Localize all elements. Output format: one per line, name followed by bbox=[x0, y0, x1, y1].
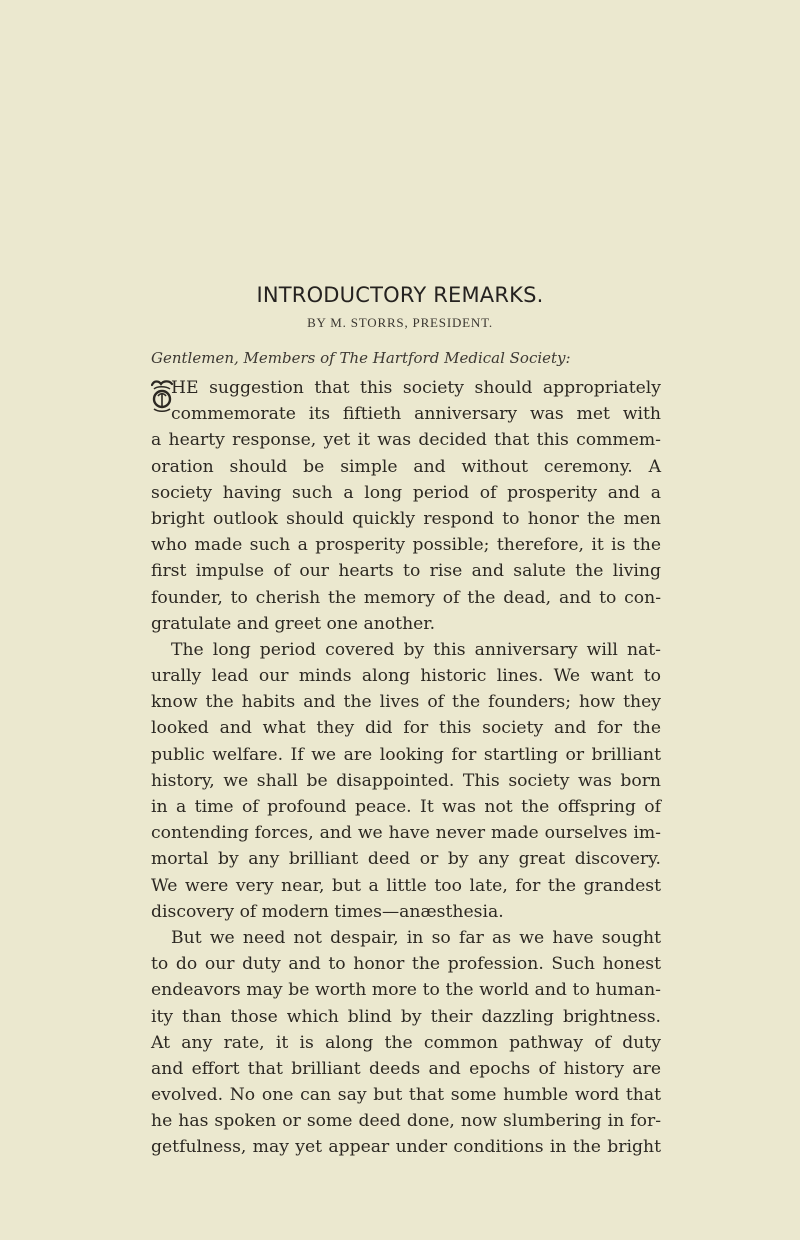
text-line: who made such a prosperity possible; therefore, it is the bbox=[151, 535, 661, 556]
text-line: a hearty response, yet it was decided that this commem- bbox=[151, 430, 661, 451]
text-line: to do our duty and to honor the profession. Such honest bbox=[151, 954, 661, 975]
body-text bbox=[151, 375, 661, 1161]
text-line: first impulse of our hearts to rise and salute the living bbox=[151, 561, 661, 582]
author-byline: BY M. STORRS, PRESIDENT. bbox=[307, 315, 493, 330]
text-line: urally lead our minds along historic lines. We want to bbox=[151, 666, 661, 687]
text-line: discovery of modern times—anæsthesia. bbox=[151, 901, 504, 922]
text-line: bright outlook should quickly respond to honor the men bbox=[151, 508, 661, 529]
text-line: contending forces, and we have never made ourselves im- bbox=[151, 823, 661, 844]
text-line: commemorate its fiftieth anniversary was met with bbox=[171, 404, 661, 425]
text-line: At any rate, it is along the common pathway of duty bbox=[151, 1032, 661, 1053]
text-line: But we need not despair, in so far as we have sought bbox=[171, 927, 661, 948]
salutation: Gentlemen, Members of The Hartford Medical Society: bbox=[151, 349, 571, 367]
text-line: history, we shall be disappointed. This society was born bbox=[151, 770, 661, 791]
text-line: in a time of profound peace. It was not the offspring of bbox=[151, 797, 661, 817]
text-line: gratulate and greet one another. bbox=[151, 613, 436, 634]
text-line: HE suggestion that this society should appropriately bbox=[171, 378, 661, 398]
text-line: evolved. No one can say but that some humble word that bbox=[151, 1085, 661, 1106]
text-line: looked and what they did for this society and for the bbox=[151, 718, 661, 739]
text-line: We were very near, but a little too late, for the grandest bbox=[151, 875, 661, 896]
text-line: know the habits and the lives of the founders; how they bbox=[151, 692, 661, 713]
text-line: and effort that brilliant deeds and epochs of history are bbox=[151, 1058, 661, 1079]
text-line: society having such a long period of prosperity and a bbox=[151, 482, 661, 503]
text-line: endeavors may be worth more to the world and to human- bbox=[151, 980, 661, 1001]
text-line: public welfare. If we are looking for startling or brilliant bbox=[151, 744, 661, 765]
text-line: getfulness, may yet appear under conditions in the bright bbox=[151, 1137, 661, 1158]
text-line: ity than those which blind by their dazzling brightness. bbox=[151, 1006, 661, 1027]
text-line: The long period covered by this anniversary will nat- bbox=[171, 639, 661, 660]
text-line: he has spoken or some deed done, now slumbering in for- bbox=[151, 1111, 661, 1132]
chapter-heading: INTRODUCTORY REMARKS. bbox=[256, 283, 544, 307]
text-line: founder, to cherish the memory of the dead, and to con- bbox=[151, 587, 661, 608]
text-line: oration should be simple and without ceremony. A bbox=[151, 456, 661, 477]
text-line: mortal by any brilliant deed or by any great discovery. bbox=[151, 849, 661, 870]
